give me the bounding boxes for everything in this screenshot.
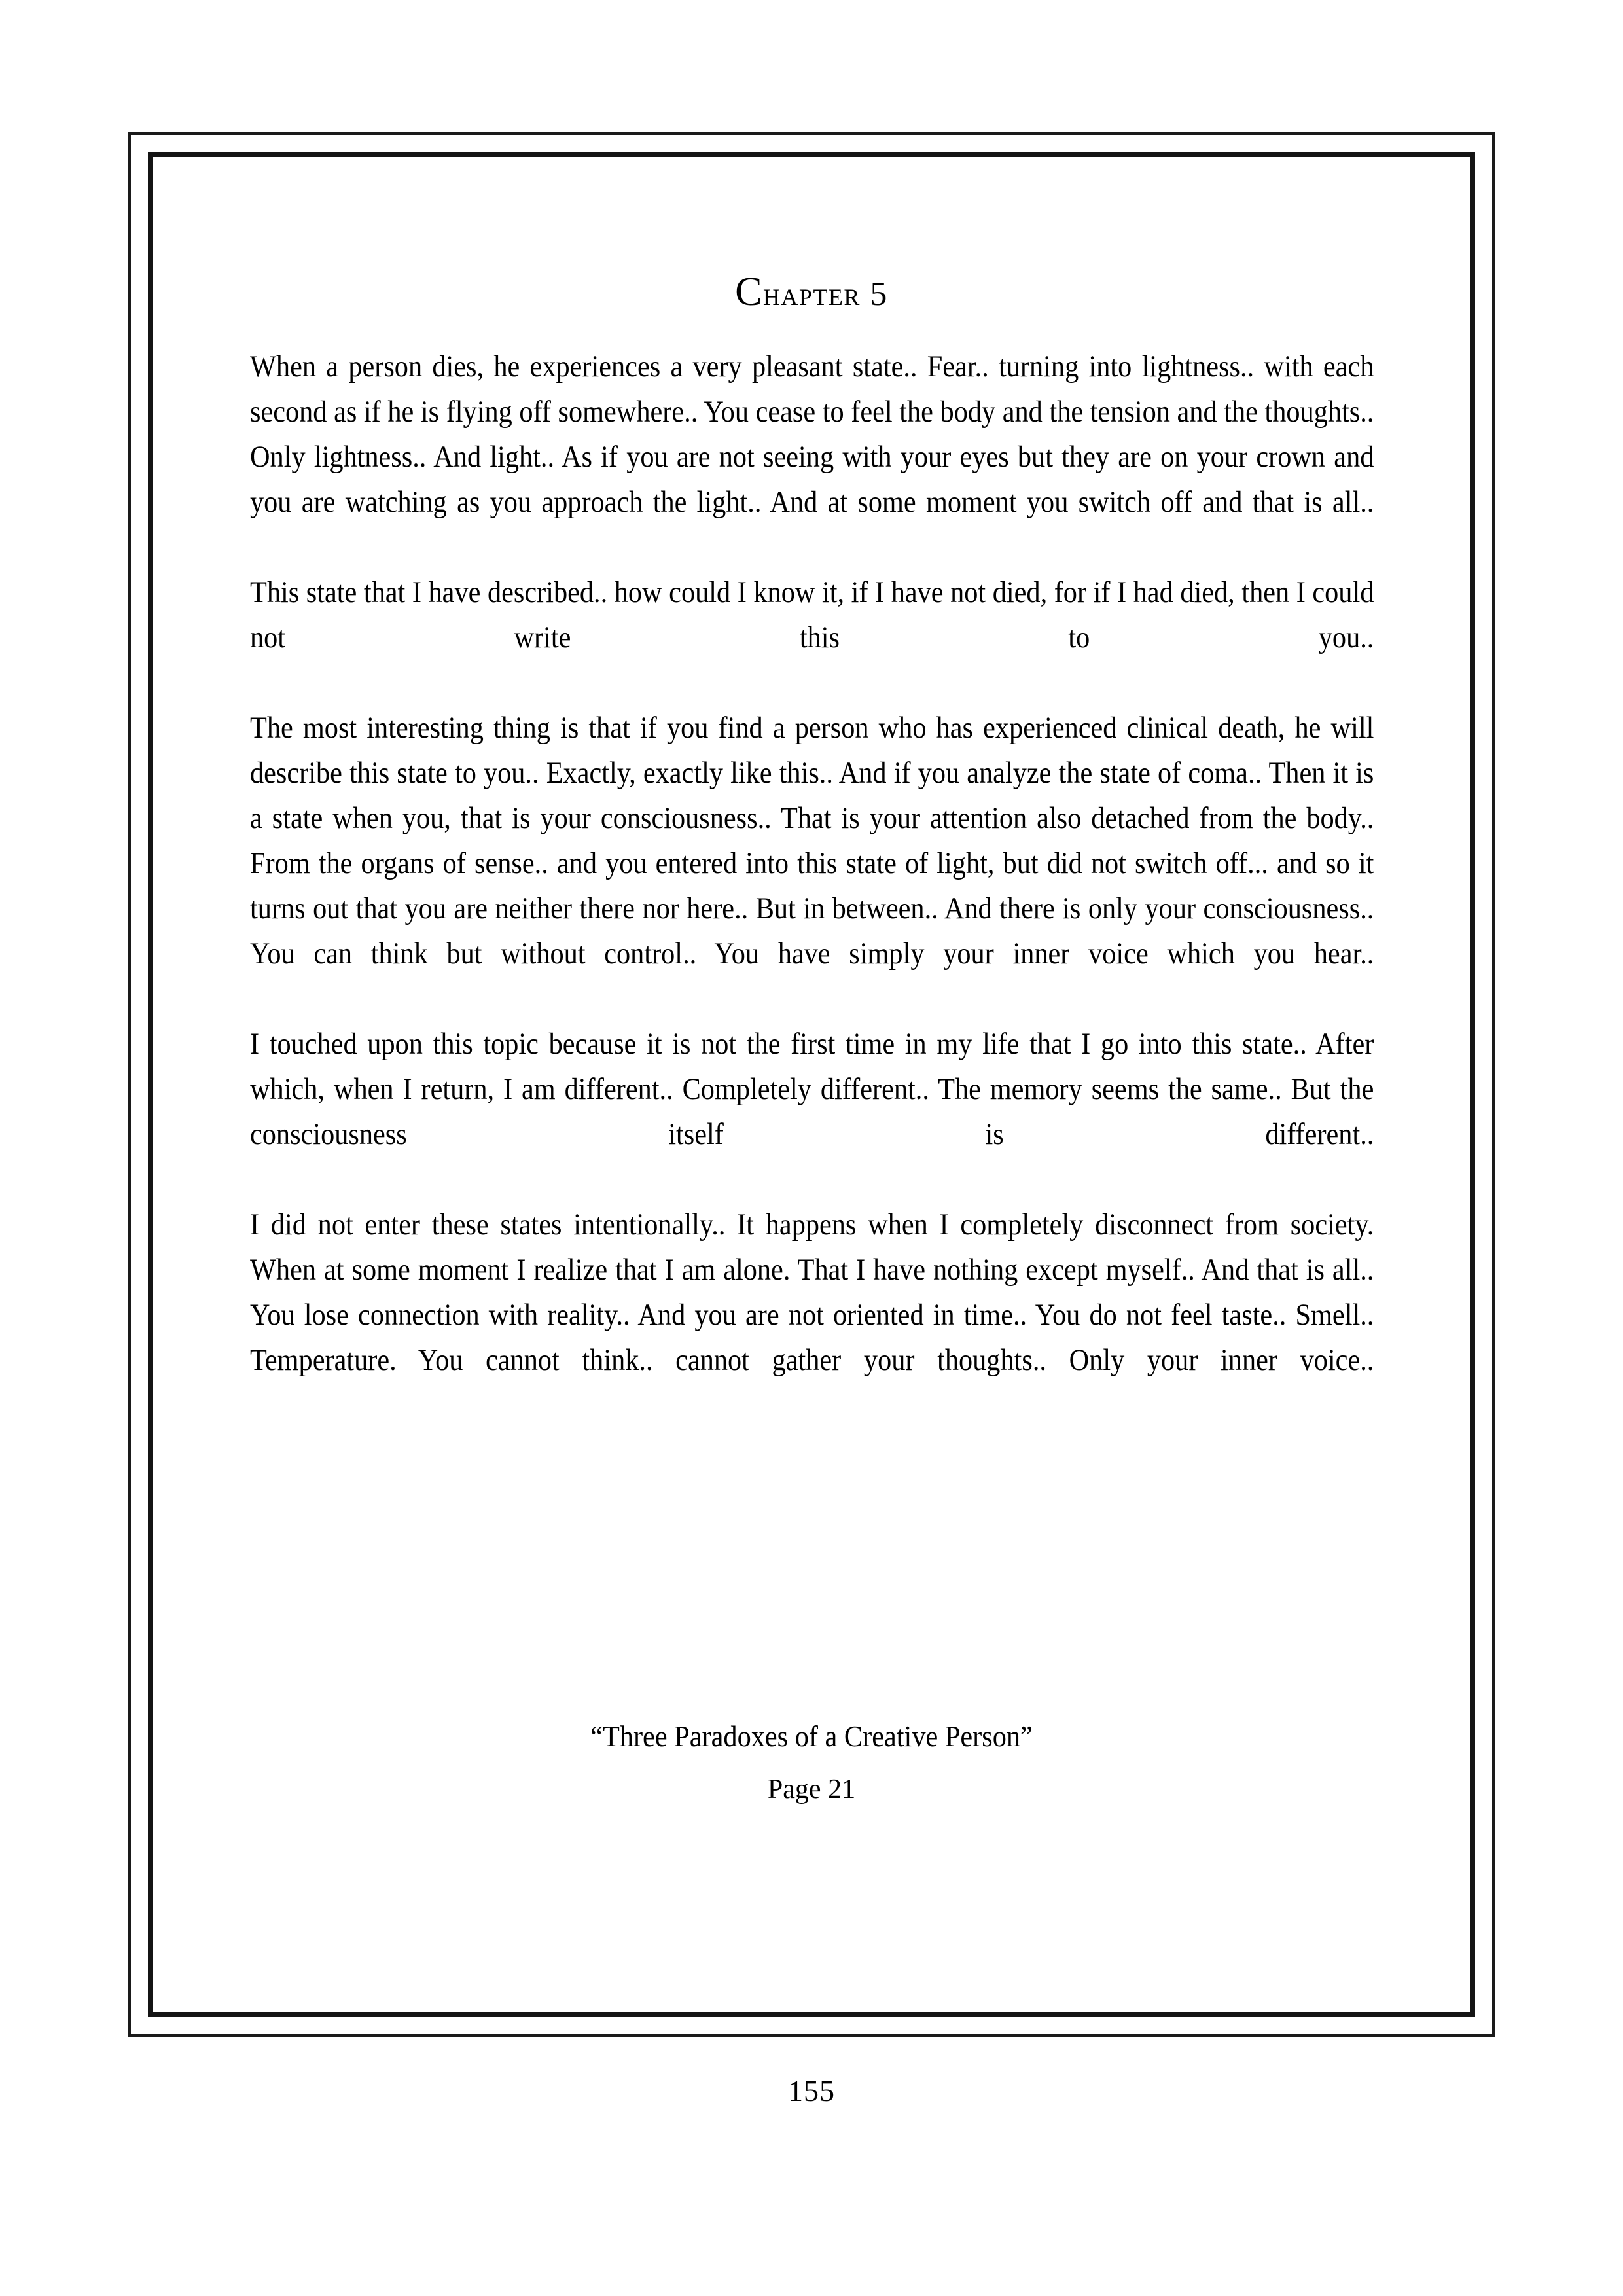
paragraph: This state that I have described.. how could I know it, if I have not died, for if I had died, then I could not write this to you.. <box>250 575 1374 655</box>
paragraph: When a person dies, he experiences a very pleasant state.. Fear.. turning into lightness.. with each second as if he is flying off somewhere.. You cease to feel the body and the tension and the thoughts.. Only lightness.. And light.. As if you are not seeing with your eyes but they are on your crown and you are watching as you approach the light.. And at some moment you switch off and that is all.. <box>250 350 1374 520</box>
text-block <box>250 270 1373 1428</box>
source-page-reference: Page 21 <box>767 1774 856 1804</box>
body-copy <box>250 344 1373 1428</box>
source-title: “Three Paradoxes of a Creative Person” <box>590 1719 1033 1753</box>
paragraph: I touched upon this topic because it is not the first time in my life that I go into this state.. After which, when I return, I am different.. Completely different.. The memory seems the same.. But the consciousness itself is different.. <box>250 1027 1374 1152</box>
chapter-heading-initial: C <box>735 270 763 314</box>
chapter-heading <box>250 270 1373 314</box>
paragraph: I did not enter these states intentionally.. It happens when I completely disconnect from society. When at some moment I realize that I am alone. That I have nothing except myself.. And that is all.. You lose connection with reality.. And you are not oriented in time.. You do not feel taste.. Smell.. Temperature. You cannot think.. cannot gather your thoughts.. Only your inner voice.. <box>250 1208 1374 1378</box>
page-number-folio: 155 <box>788 2074 835 2108</box>
chapter-heading-text: hapter 5 <box>762 276 888 313</box>
source-attribution <box>250 1716 1373 1808</box>
paragraph: The most interesting thing is that if you find a person who has experienced clinical death, he will describe this state to you.. Exactly, exactly like this.. And if you analyze the state of coma.. Then it is a state when you, that is your consciousness.. That is your attention also detached from the body.. From the organs of sense.. and you entered into this state of light, but did not switch off... and so it turns out that you are neither there nor here.. But in between.. And there is only your consciousness.. You can think but without control.. You have simply your inner voice which you hear.. <box>250 711 1374 971</box>
